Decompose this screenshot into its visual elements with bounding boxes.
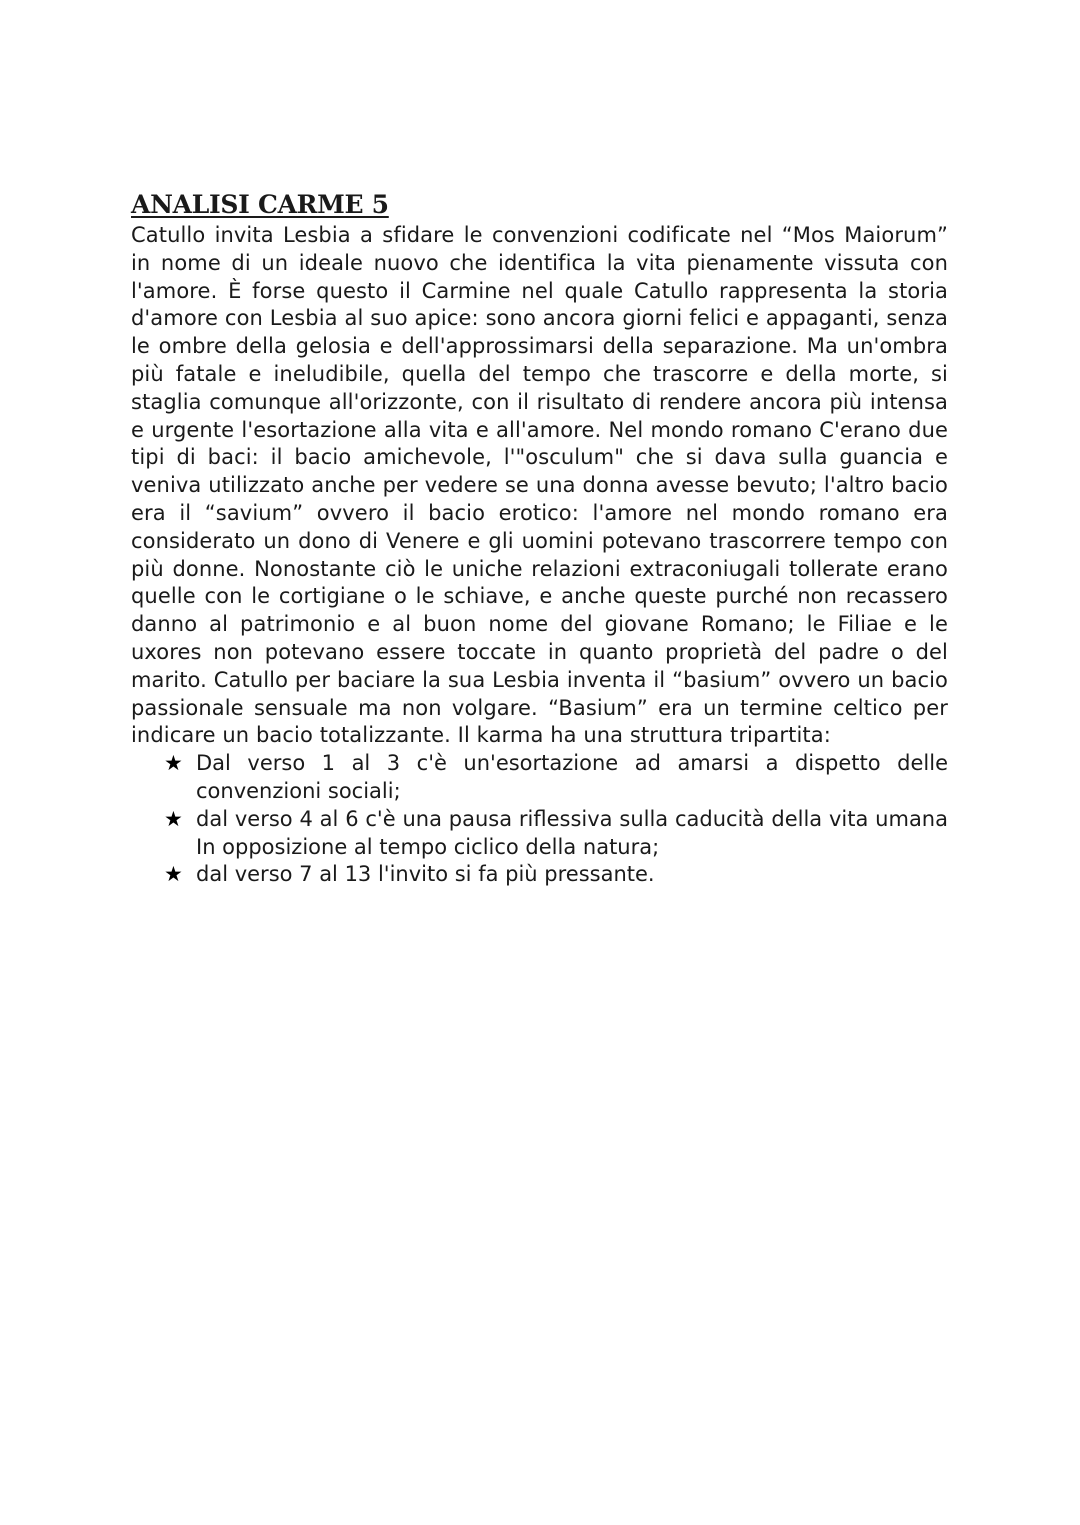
analysis-paragraph: Catullo invita Lesbia a sfidare le convenzioni codificate nel “Mos Maiorum” in nome di un ideale nuovo che identifica la vita pienamente vissuta con l'amore. È forse questo il Carmine nel quale Catullo rappresenta la storia d'amore con Lesbia al suo apice: sono ancora giorni felici e appaganti, senza le ombre della gelosia e dell'approssimarsi della separazione. Ma un'ombra più fatale e ineludibile, quella del tempo che trascorre e della morte, si staglia comunque all'orizzonte, con il risultato di rendere ancora più intensa e urgente l'esortazione alla vita e all'amore. Nel mondo romano C'erano due tipi di baci: il bacio amichevole, l'"osculum" che si dava sulla guancia e veniva utilizzato anche per vedere se una donna avesse bevuto; l'altro bacio era il “savium” ovvero il bacio erotico: l'amore nel mondo romano era considerato un dono di Venere e gli uomini potevano trascorrere tempo con più donne. Nonostante ciò le uniche relazioni extraconiugali tollerate erano quelle con le cortigiane o le schiave, e anche queste purché non recassero danno al patrimonio e al buon nome del giovane Romano; le Filiae e le uxores non potevano essere toccate in quanto proprietà del padre o del marito. Catullo per baciare la sua Lesbia inventa il “basium” ovvero un bacio passionale sensuale ma non volgare. “Basium” era un termine celtico per indicare un bacio totalizzante. Il karma ha una struttura tripartita: [131,223,948,748]
list-item-text: dal verso 7 al 13 l'invito si fa più pressante. [196,862,655,887]
document-content [131,188,948,889]
star-icon: ★ [164,751,183,776]
star-icon: ★ [164,806,183,831]
star-icon: ★ [164,862,183,887]
list-item-text: Dal verso 1 al 3 c'è un'esortazione ad amarsi a dispetto delle convenzioni sociali; [196,751,948,803]
list-item [164,861,948,889]
list-item [164,806,948,862]
list-item-text: dal verso 4 al 6 c'è una pausa riflessiva sulla caducità della vita umana In opposizione al tempo ciclico della natura; [196,806,948,859]
list-item [164,750,948,806]
document-title: ANALISI CARME 5 [131,190,389,219]
structure-list [131,750,948,889]
